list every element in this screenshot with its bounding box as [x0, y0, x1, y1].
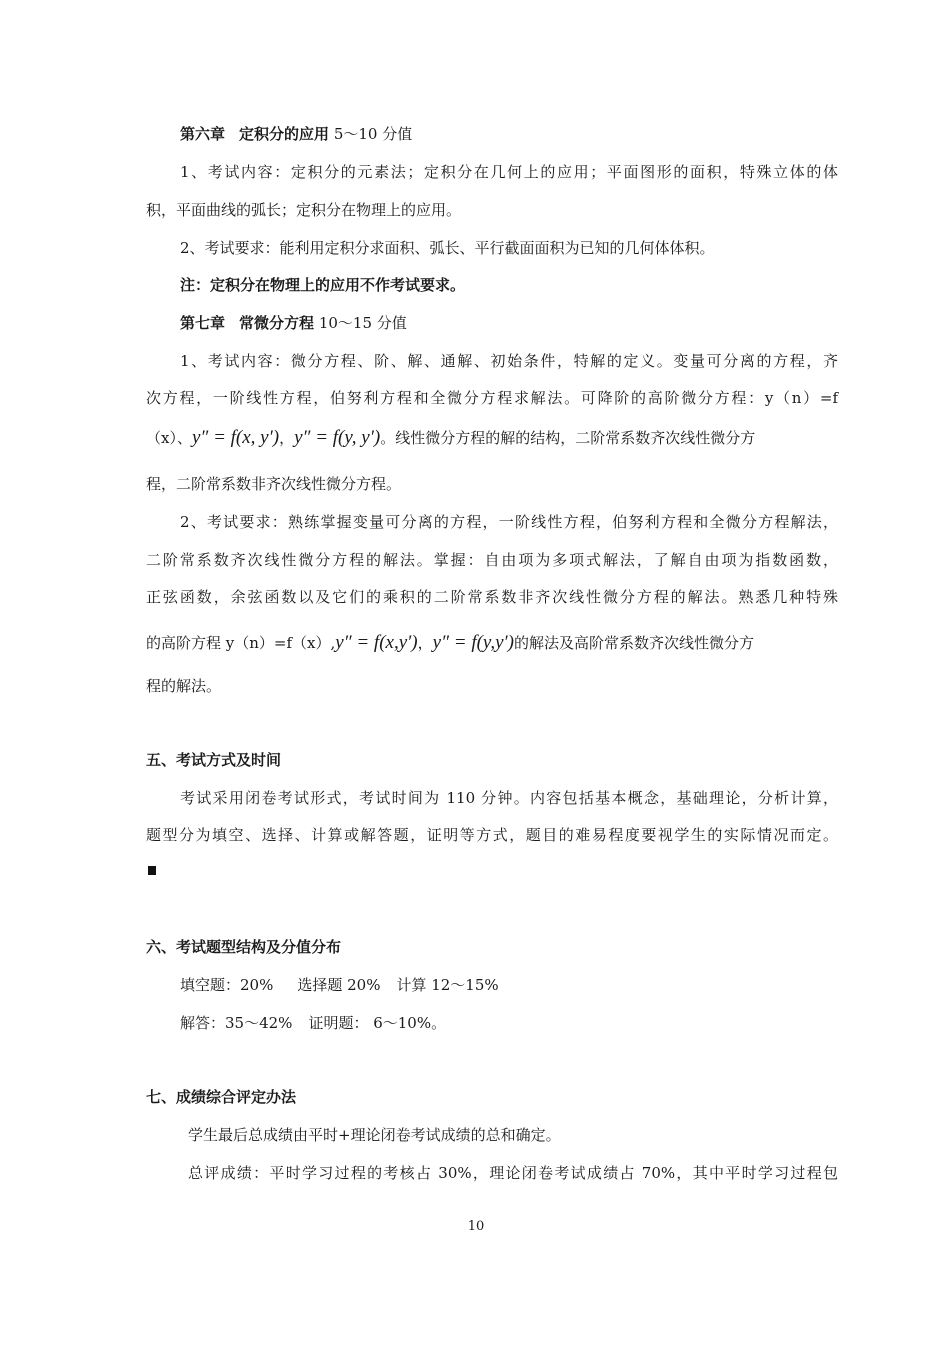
chapter7-subtitle: 常微分方程	[239, 314, 315, 332]
text-fragment: （x）、	[146, 429, 192, 447]
section7-heading: 七、成绩综合评定办法	[146, 1088, 297, 1106]
page-number: 10	[467, 1219, 485, 1234]
equation-4: y″ = f(y,y′)	[432, 632, 514, 653]
chapter6-heading	[180, 124, 838, 144]
chapter7-requirement-line4	[146, 633, 838, 653]
answer-score: 解答：35～42%	[180, 1014, 293, 1032]
bullet-square	[148, 866, 156, 875]
chapter7-requirement-line2: 二阶常系数齐次线性微分方程的解法。掌握：自由项为多项式解法，了解自由项为指数函数，	[146, 551, 838, 569]
chapter6-score: 5～10 分值	[333, 125, 413, 143]
chapter7-heading	[180, 313, 838, 333]
section6-heading: 六、考试题型结构及分值分布	[146, 938, 342, 956]
equation-3: y″ = f(x,y′)	[335, 632, 418, 653]
chapter6-requirement: 2、考试要求：能利用定积分求面积、弧长、平行截面面积为已知的几何体体积。	[180, 239, 715, 257]
choice-score: 选择题 20%	[297, 976, 381, 994]
text-fragment: 的高阶方程 y（n）=f（x）,	[146, 634, 336, 652]
section5-heading: 五、考试方式及时间	[146, 751, 282, 769]
text-fragment: 的解法及高阶常系数齐次线性微分方	[513, 634, 754, 652]
fill-score: 填空题：20%	[180, 976, 274, 994]
chapter7-requirement-line3: 正弦函数，余弦函数以及它们的乘积的二阶常系数非齐次线性微分方程的解法。熟悉几种特殊	[146, 588, 838, 606]
chapter6-content-line2: 积，平面曲线的弧长；定积分在物理上的应用。	[146, 201, 462, 219]
chapter7-requirement-line5: 程的解法。	[146, 677, 222, 695]
chapter7-content-line4: 程，二阶常系数非齐次线性微分方程。	[146, 475, 402, 493]
calc-score: 计算 12～15%	[396, 976, 499, 994]
section7-line1: 学生最后总成绩由平时+理论闭卷考试成绩的总和确定。	[188, 1126, 561, 1144]
chapter6-subtitle: 定积分的应用	[239, 125, 330, 143]
chapter7-requirement-line1: 2、考试要求：熟练掌握变量可分离的方程，一阶线性方程，伯努利方程和全微分方程解法，	[180, 513, 838, 531]
separator: ，	[279, 429, 295, 447]
proof-score: 证明题： 6～10%。	[308, 1014, 447, 1032]
separator: ，	[417, 634, 433, 652]
chapter7-score: 10～15 分值	[318, 314, 407, 332]
section5-line2: 题型分为填空、选择、计算或解答题，证明等方式，题目的难易程度要视学生的实际情况而定。	[146, 826, 838, 844]
chapter6-title: 第六章	[180, 125, 226, 143]
section7-line2: 总评成绩：平时学习过程的考核占 30%，理论闭卷考试成绩占 70%，其中平时学习过程包	[188, 1164, 838, 1182]
chapter7-content-line2: 次方程，一阶线性方程，伯努利方程和全微分方程求解法。可降阶的高阶微分方程：y（n）=f	[146, 389, 838, 407]
equation-2: y″ = f(y, y′)	[294, 427, 381, 448]
chapter7-content-line3	[146, 428, 838, 448]
chapter6-note: 注：定积分在物理上的应用不作考试要求。	[180, 276, 466, 294]
section6-line1	[180, 975, 838, 995]
equation-1: y″ = f(x, y′)	[191, 427, 280, 448]
section6-line2	[180, 1013, 838, 1033]
chapter6-content-line1: 1、考试内容：定积分的元素法；定积分在几何上的应用；平面图形的面积，特殊立体的体	[180, 163, 838, 181]
chapter7-title: 第七章	[180, 314, 226, 332]
section5-line1: 考试采用闭卷考试形式，考试时间为 110 分钟。内容包括基本概念，基础理论，分析计算，	[180, 789, 838, 807]
text-fragment: 。线性微分方程的解的结构，二阶常系数齐次线性微分方	[380, 429, 756, 447]
chapter7-content-line1: 1、考试内容：微分方程、阶、解、通解、初始条件，特解的定义。变量可分离的方程，齐	[180, 352, 838, 370]
